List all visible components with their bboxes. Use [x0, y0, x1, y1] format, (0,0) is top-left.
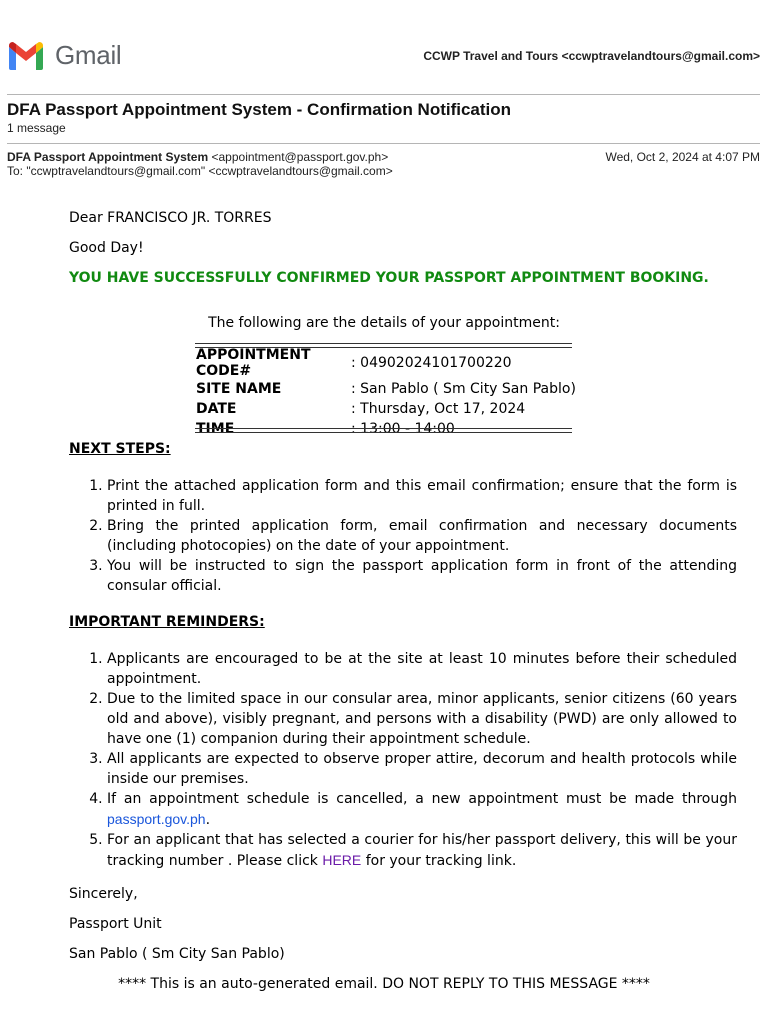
gmail-wordmark: Gmail: [55, 40, 122, 70]
reminder-text: For an applicant that has selected a courier for his/her passport delivery, this will be your tracking number . Please click: [107, 832, 737, 869]
divider: [7, 94, 760, 95]
signature-unit: Passport Unit: [69, 916, 162, 932]
email-subject: DFA Passport Appointment System - Confirmation Notification: [7, 100, 512, 119]
table-row: [195, 379, 576, 399]
gmail-header: [0, 0, 768, 94]
reminder-text: If an appointment schedule is cancelled, a new appointment must be made through: [107, 791, 737, 807]
table-rule-bottom: [195, 428, 572, 433]
tracking-link[interactable]: HERE: [322, 852, 362, 868]
next-steps-list: [69, 476, 737, 596]
list-item: 1. Print the attached application form and this email confirmation; ensure that the form is printed in full.: [107, 476, 737, 516]
sender-email: <appointment@passport.gov.ph>: [211, 150, 389, 164]
greeting: Dear FRANCISCO JR. TORRES: [69, 210, 272, 226]
recipient-line: To: "ccwptravelandtours@gmail.com" <ccwptravelandtours@gmail.com>: [7, 164, 393, 178]
confirmation-message: YOU HAVE SUCCESSFULLY CONFIRMED YOUR PASSPORT APPOINTMENT BOOKING.: [69, 270, 709, 286]
detail-label: APPOINTMENT CODE#: [196, 347, 311, 379]
gmail-logo-icon: [7, 41, 45, 71]
reminders-heading: IMPORTANT REMINDERS:: [69, 614, 265, 630]
sender-line: [7, 150, 388, 164]
reminder-text-end: for your tracking link.: [361, 853, 517, 869]
sender-name: DFA Passport Appointment System: [7, 150, 209, 164]
gmail-logo[interactable]: [7, 40, 121, 71]
detail-value: : 04902024101700220: [351, 355, 512, 371]
list-item: 2. Due to the limited space in our consular area, minor applicants, senior citizens (60 years old and above), visibly pregnant, and persons with a disability (PWD) are only allowed to have one (1) companion during their appointment schedule.: [107, 689, 737, 749]
divider: [7, 143, 760, 144]
message-count: 1 message: [7, 121, 66, 135]
message-date: Wed, Oct 2, 2024 at 4:07 PM: [605, 150, 760, 164]
list-item: 1. Applicants are encouraged to be at the site at least 10 minutes before their scheduled appointment.: [107, 649, 737, 689]
account-identity: CCWP Travel and Tours <ccwptravelandtours@gmail.com>: [423, 49, 760, 63]
details-intro: The following are the details of your appointment:: [208, 315, 560, 331]
auto-generated-footer: **** This is an auto-generated email. DO NOT REPLY TO THIS MESSAGE ****: [118, 976, 650, 992]
list-item: [107, 789, 737, 830]
detail-value: : San Pablo ( Sm City San Pablo): [351, 381, 576, 397]
detail-value: : Thursday, Oct 17, 2024: [351, 401, 526, 417]
signature-site: San Pablo ( Sm City San Pablo): [69, 946, 285, 962]
list-item: [107, 830, 737, 871]
good-day: Good Day!: [69, 240, 144, 256]
passport-gov-link[interactable]: passport.gov.ph: [107, 811, 206, 827]
appointment-details-table: [195, 347, 576, 439]
table-row: [195, 347, 576, 379]
list-item: 3. All applicants are expected to observe proper attire, decorum and health protocols while inside our premises.: [107, 749, 737, 789]
detail-label: TIME: [196, 421, 235, 437]
detail-label: DATE: [196, 401, 237, 417]
next-steps-heading: NEXT STEPS:: [69, 441, 171, 457]
list-item: 2. Bring the printed application form, email confirmation and necessary documents (including photocopies) on the date of your appointment.: [107, 516, 737, 556]
list-item: 3. You will be instructed to sign the passport application form in front of the attending consular official.: [107, 556, 737, 596]
reminders-list: [69, 649, 737, 871]
detail-label: SITE NAME: [196, 381, 282, 397]
detail-value: : 13:00 - 14:00: [351, 421, 455, 437]
reminder-text-end: .: [205, 812, 211, 828]
sign-off: Sincerely,: [69, 886, 138, 902]
table-row: [195, 399, 576, 419]
